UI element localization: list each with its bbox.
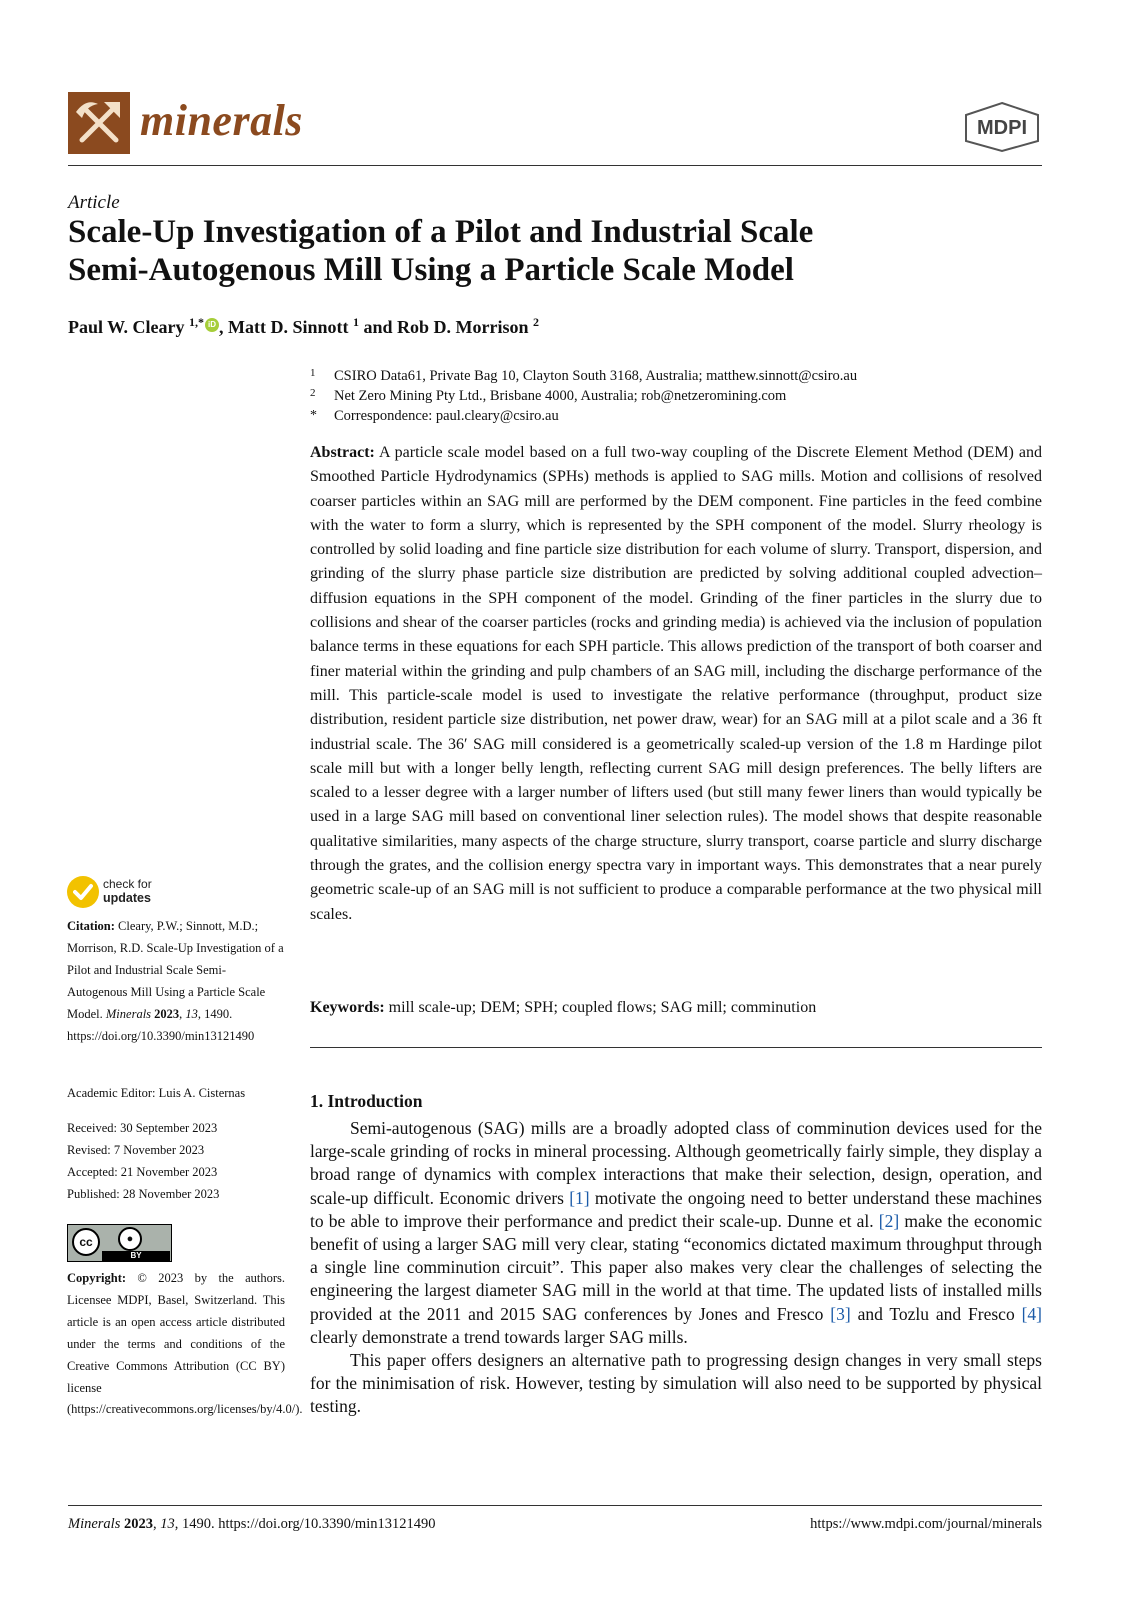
journal-name: minerals [140,96,303,145]
author-name[interactable]: Matt D. Sinnott [228,317,349,337]
citation-link[interactable]: [2] [878,1210,900,1231]
article-type: Article [68,192,120,213]
orcid-icon[interactable]: iD [205,318,219,332]
affiliation-mark: 1 [310,367,316,379]
attribution-person-icon: ● [118,1227,142,1251]
citation-text: Cleary, P.W.; Sinnott, M.D.; Morrison, R.D. Scale-Up Investigation of a Pilot and Industrial Scale Semi-Autogenous Mill Using a Particle Scale Model. [67,919,284,1021]
citation-link[interactable]: [1] [569,1187,590,1208]
abstract [310,441,1042,927]
intro-text: This paper offers designers an alternative path to progressing design changes in very small steps for the minimisation of risk. However, testing by simulation will also need to be supported by physical testing. [310,1350,1042,1417]
check-icon [67,876,99,908]
copyright-text: © 2023 by the authors. Licensee MDPI, Basel, Switzerland. This article is an open access article distributed under the terms and conditions of the Creative Commons Attribution (CC BY) license (https://creativecommons.org/licenses/by/4.0/). [67,1271,303,1417]
author-name[interactable]: Paul W. Cleary [68,317,185,337]
affiliation-mark: 2 [310,387,316,399]
footer-doi[interactable]: , 1490. https://doi.org/10.3390/min13121490 [174,1516,436,1532]
header-divider [68,165,1042,166]
minerals-logo-icon [68,92,130,154]
copyright-block [67,1268,303,1421]
citation-doi[interactable]: , 1490. https://doi.org/10.3390/min13121490 [67,1006,255,1043]
check-for-updates-button[interactable] [67,876,167,910]
citation-link[interactable]: [3] [830,1303,851,1324]
intro-text: clearly demonstrate a trend towards larger SAG mills. [310,1326,688,1347]
cc-icon: cc [72,1228,100,1256]
introduction-body [310,1117,1042,1419]
affiliation-item [310,386,1042,406]
author-affiliation-mark: 1 [353,315,360,329]
footer-divider [68,1505,1042,1506]
citation-block: Citation: Cleary, P.W.; Sinnott, M.D.; Morrison, R.D. Scale-Up Investigation of a Pilot and Industrial Scale Semi-Autogenous Mill Using a Particle Scale Model. Minerals 2023, 13, 1490. https://doi.org/10.3390/min13121490 [67,919,284,1043]
intro-text: motivate the ongoing need to better understand these machines to be able to improve their performance and predict their scale-up. Dunne et al. [310,1187,1042,1231]
correspondence-text: Correspondence: paul.cleary@csiro.au [334,408,559,424]
copyright-label: Copyright: [67,1271,127,1285]
section-heading: 1. Introduction [310,1091,423,1111]
keywords-label: Keywords: [310,999,385,1016]
check-updates-line1: check for [103,877,152,891]
intro-paragraph [310,1117,1042,1349]
affiliations [310,366,1042,426]
author-separator: and [359,317,398,337]
citation-journal: Minerals [105,1006,152,1021]
intro-paragraph [310,1349,1042,1419]
footer-journal: Minerals [68,1516,121,1532]
title-line-2: Semi-Autogenous Mill Using a Particle Scale Model [68,252,794,288]
date-published: Published: 28 November 2023 [67,1186,220,1201]
correspondence-item [310,406,1042,426]
cc-by-license-badge[interactable] [67,1224,172,1262]
intro-text: make the economic benefit of using a larger SAG mill very clear, stating “economics dictated maximum throughput through a single line comminution circuit”. This paper also makes very clear the challenges of selecting the engineering the largest diameter SAG mill in the world at that time. The updated lists of installed mills provided at the 2011 and 2015 SAG conferences by Jones and Fresco [310,1210,1042,1324]
author-name[interactable]: Rob D. Morrison [397,317,529,337]
keywords-text: mill scale-up; DEM; SPH; coupled flows; SAG mill; comminution [388,999,817,1016]
citation-label: Citation: [67,919,115,933]
date-revised: Revised: 7 November 2023 [67,1142,205,1157]
author-affiliation-mark: 1,* [189,315,205,329]
intro-text: and Tozlu and Fresco [850,1303,1022,1324]
citation-volume: 13 [185,1006,198,1021]
mdpi-logo-text: MDPI [977,117,1027,139]
footer-year: 2023 [123,1516,153,1532]
section-divider [310,1047,1042,1048]
footer-journal-url[interactable]: https://www.mdpi.com/journal/minerals [810,1516,1042,1532]
intro-text: Semi-autogenous (SAG) mills are a broadly adopted class of comminution devices used for the large-scale grinding of rocks in mineral processing. Although geometrically fairly simple, they display a broad range of dynamics with complex interactions that make their selection, design, operation, and scale-up difficult. Economic drivers [310,1118,1042,1208]
abstract-text: A particle scale model based on a full two-way coupling of the Discrete Element Method (DEM) and Smoothed Particle Hydrodynamics (SPHs) methods is applied to SAG mills. Motion and collisions of resolved coarser particles within an SAG mill are performed by the DEM component. Fine particles in the feed combine with the water to form a slurry, which is represented by the SPH component of the model. Slurry rheology is controlled by solid loading and fine particle size distribution for each volume of slurry. Transport, dispersion, and grinding of the slurry phase particle size distribution are predicted by solving additional coupled advection–diffusion equations in the SPH component of the model. Grinding of the finer particles in the slurry due to collisions and shear of the coarser particles (rocks and grinding media) is achieved via the inclusion of population balance terms in these equations for each SPH particle. This allows prediction of the transport of both coarser and finer material within the grinding and pulp chambers of an SAG mill, including the discharge performance of the mill. This particle-scale model is used to investigate the relative performance (throughput, product size distribution, resident particle size distribution, net power draw, wear) for an SAG mill at a pilot scale and a 36 ft industrial scale. The 36′ SAG mill considered is a geometrically scaled-up version of the 1.8 m Hardinge pilot scale mill but with a longer belly length, reflecting current SAG mill design preferences. The belly lifters are scaled to a lesser degree with a larger number of lifters used (but still many fewer liners than would typically be used in a large SAG mill based on conventional liner selection rules). The model shows that despite reasonable qualitative similarities, many aspects of the charge structure, slurry transport, coarse particle and slurry discharge through the grates, and the collision energy spectra vary in important ways. This demonstrates that a near purely geometric scale-up of an SAG mill is not sufficient to produce a comparable performance at the two physical mill scales. [310,444,1042,923]
publication-dates [67,1118,285,1206]
academic-editor: Academic Editor: Luis A. Cisternas [67,1086,246,1100]
abstract-label: Abstract: [310,444,375,461]
affiliation-item [310,366,1042,386]
footer-volume: 13 [160,1516,175,1532]
citation-link[interactable]: [4] [1021,1303,1042,1324]
check-updates-line2: updates [103,891,151,905]
citation-year: 2023 [154,1006,180,1021]
affiliation-text: Net Zero Mining Pty Ltd., Brisbane 4000, Australia; rob@netzeromining.com [334,388,787,404]
author-affiliation-mark: 2 [533,315,540,329]
affiliation-mark: * [310,408,317,423]
author-separator: , [219,317,229,337]
cc-by-label: BY [102,1251,170,1261]
footer-citation: Minerals 2023, 13, 1490. https://doi.org/10.3390/min13121490 [68,1516,436,1532]
mdpi-logo [962,101,1042,153]
keywords [310,996,1042,1020]
author-list [68,310,539,339]
date-received: Received: 30 September 2023 [67,1121,218,1135]
article-title [68,213,1048,289]
date-accepted: Accepted: 21 November 2023 [67,1164,218,1179]
title-line-1: Scale-Up Investigation of a Pilot and Industrial Scale [68,214,814,250]
affiliation-text: CSIRO Data61, Private Bag 10, Clayton South 3168, Australia; matthew.sinnott@csiro.au [334,368,858,384]
